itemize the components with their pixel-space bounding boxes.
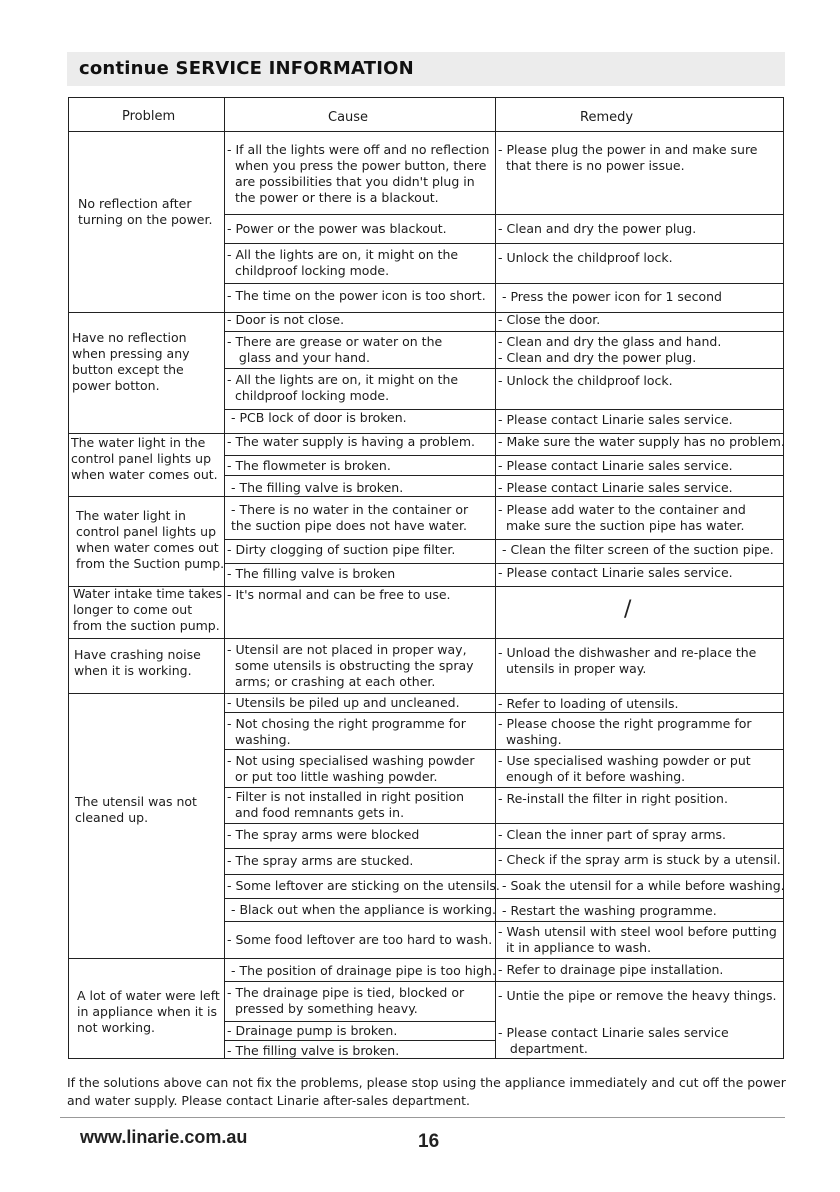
cause-cell: - PCB lock of door is broken. xyxy=(227,410,407,425)
problem-cell: The utensil was not cleaned up. xyxy=(75,794,197,825)
cause-cell: - The filling valve is broken. xyxy=(227,1043,400,1058)
remedy-cell: - Use specialised washing powder or put enough of it before washing. xyxy=(498,753,751,784)
row-divider xyxy=(224,243,784,244)
cause-cell: - The filling valve is broken. xyxy=(227,480,404,495)
row-divider xyxy=(224,921,784,922)
table-border-left xyxy=(68,97,69,1059)
cause-cell: - The flowmeter is broken. xyxy=(227,458,391,473)
row-divider xyxy=(224,283,784,284)
row-divider xyxy=(224,787,784,788)
cause-cell: - Some food leftover are too hard to wash. xyxy=(227,932,493,947)
row-divider xyxy=(224,539,784,540)
cause-cell: - The time on the power icon is too short. xyxy=(227,288,486,303)
cause-cell: - All the lights are on, it might on the childproof locking mode. xyxy=(227,247,459,278)
problem-cell: A lot of water were left in appliance when it is not working. xyxy=(77,988,220,1035)
row-divider xyxy=(68,958,784,959)
cause-cell: - Utensils be piled up and uncleaned. xyxy=(227,695,460,710)
cause-cell: - The drainage pipe is tied, blocked or pressed by something heavy. xyxy=(227,985,465,1016)
remedy-cell: - Refer to drainage pipe installation. xyxy=(498,962,724,977)
cause-cell: - The position of drainage pipe is too high. xyxy=(227,963,496,978)
row-divider xyxy=(224,823,784,824)
remedy-cell: - Re-install the filter in right position. xyxy=(498,791,728,806)
remedy-cell: - Unlock the childproof lock. xyxy=(498,373,673,388)
remedy-cell: - Press the power icon for 1 second xyxy=(498,289,722,304)
row-divider xyxy=(224,475,784,476)
cause-cell: - Not using specialised washing powder or put too little washing powder. xyxy=(227,753,475,784)
row-divider xyxy=(224,331,784,332)
cause-cell: - Black out when the appliance is working. xyxy=(227,902,497,917)
cause-cell: - All the lights are on, it might on the childproof locking mode. xyxy=(227,372,459,403)
cause-cell: - Not chosing the right programme for washing. xyxy=(227,716,466,747)
remedy-cell: - Please contact Linarie sales service. xyxy=(498,412,733,427)
remedy-cell: - Please contact Linarie sales service department. xyxy=(498,1025,729,1056)
row-divider xyxy=(224,874,784,875)
row-divider xyxy=(224,898,784,899)
row-divider xyxy=(224,712,784,713)
website-url: www.linarie.com.au xyxy=(80,1127,248,1147)
remedy-cell: - Please add water to the container and make sure the suction pipe has water. xyxy=(498,502,746,533)
remedy-cell: - Restart the washing programme. xyxy=(498,903,717,918)
remedy-cell: - Please contact Linarie sales service. xyxy=(498,458,733,473)
row-divider xyxy=(224,368,784,369)
header-rule xyxy=(68,131,784,132)
cause-cell: - Power or the power was blackout. xyxy=(227,221,447,236)
cause-cell: - There is no water in the container or the suction pipe does not have water. xyxy=(230,502,469,533)
remedy-cell: - Please plug the power in and make sure that there is no power issue. xyxy=(498,142,758,173)
table-border-bottom xyxy=(68,1058,784,1059)
problem-cell: The water light in the control panel lights up when water comes out. xyxy=(71,435,218,482)
row-divider xyxy=(224,1040,495,1041)
problem-cell: Water intake time takes longer to come out from the suction pump. xyxy=(73,586,223,633)
remedy-cell: - Clean the inner part of spray arms. xyxy=(498,827,727,842)
cause-cell: - Some leftover are sticking on the utensils. xyxy=(227,878,500,893)
cause-cell: - It's normal and can be free to use. xyxy=(227,587,451,602)
row-divider xyxy=(224,563,784,564)
section-header xyxy=(67,52,785,86)
footer-divider xyxy=(60,1117,785,1118)
row-divider xyxy=(224,848,784,849)
table-border-top xyxy=(68,97,784,98)
remedy-cell: - Make sure the water supply has no problem. xyxy=(498,434,785,449)
cause-cell: - The water supply is having a problem. xyxy=(227,434,476,449)
remedy-cell: - Clean and dry the glass and hand. - Clean and dry the power plug. xyxy=(498,334,722,365)
remedy-cell: - Clean and dry the power plug. xyxy=(498,221,697,236)
remedy-cell: - Soak the utensil for a while before washing. xyxy=(498,878,785,893)
footer-note: If the solutions above can not fix the problems, please stop using the appliance immediately and cut off the power and water supply. Please contact Linarie after-sales department. xyxy=(67,1075,786,1108)
column-divider xyxy=(224,97,225,1059)
page-number: 16 xyxy=(418,1131,440,1152)
row-divider xyxy=(68,638,784,639)
troubleshooting-table xyxy=(68,97,784,1059)
remedy-cell: - Please contact Linarie sales service. xyxy=(498,565,733,580)
cause-cell: - Drainage pump is broken. xyxy=(227,1023,398,1038)
remedy-cell: - Unlock the childproof lock. xyxy=(498,250,673,265)
cause-cell: - The spray arms were blocked xyxy=(227,827,420,842)
problem-cell: Have crashing noise when it is working. xyxy=(74,647,201,678)
row-divider xyxy=(68,496,784,497)
cause-cell: - If all the lights were off and no reflection when you press the power button, there are possibilities that you didn't plug in the power or there is a blackout. xyxy=(227,142,490,205)
remedy-cell: - Close the door. xyxy=(498,312,601,327)
page-title: continue SERVICE INFORMATION xyxy=(79,58,414,79)
remedy-cell: - Please contact Linarie sales service. xyxy=(498,480,733,495)
remedy-cell: - Check if the spray arm is stuck by a utensil. xyxy=(498,852,781,867)
problem-cell: The water light in control panel lights up when water comes out from the Suction pump. xyxy=(76,508,225,571)
row-divider xyxy=(224,455,784,456)
not-applicable-mark: / xyxy=(624,597,632,622)
problem-cell: Have no reflection when pressing any button except the power botton. xyxy=(72,330,190,393)
cause-cell: - There are grease or water on the glass and your hand. xyxy=(227,334,443,365)
column-header-remedy: Remedy xyxy=(580,110,634,125)
remedy-cell: - Wash utensil with steel wool before putting it in appliance to wash. xyxy=(498,924,777,955)
row-divider xyxy=(224,214,784,215)
row-divider xyxy=(224,981,784,982)
cause-cell: - Utensil are not placed in proper way, some utensils is obstructing the spray arms; or crashing at each other. xyxy=(227,642,474,689)
cause-cell: - Door is not close. xyxy=(227,312,345,327)
remedy-cell: - Please choose the right programme for washing. xyxy=(498,716,752,747)
row-divider xyxy=(224,749,784,750)
row-divider xyxy=(224,1021,495,1022)
cause-cell: - Dirty clogging of suction pipe filter. xyxy=(227,542,456,557)
cause-cell: - Filter is not installed in right position and food remnants gets in. xyxy=(227,789,465,820)
remedy-cell: - Untie the pipe or remove the heavy things. xyxy=(498,988,777,1003)
cause-cell: - The filling valve is broken xyxy=(227,566,396,581)
table-border-right xyxy=(783,97,784,1059)
problem-cell: No reflection after turning on the power. xyxy=(78,196,213,227)
cause-cell: - The spray arms are stucked. xyxy=(227,853,414,868)
remedy-cell: - Clean the filter screen of the suction pipe. xyxy=(498,542,774,557)
column-header-cause: Cause xyxy=(328,110,369,125)
row-divider xyxy=(68,312,784,313)
column-header-problem: Problem xyxy=(122,109,176,124)
remedy-cell: - Refer to loading of utensils. xyxy=(498,696,679,711)
row-divider xyxy=(68,693,784,694)
remedy-cell: - Unload the dishwasher and re-place the utensils in proper way. xyxy=(498,645,757,676)
